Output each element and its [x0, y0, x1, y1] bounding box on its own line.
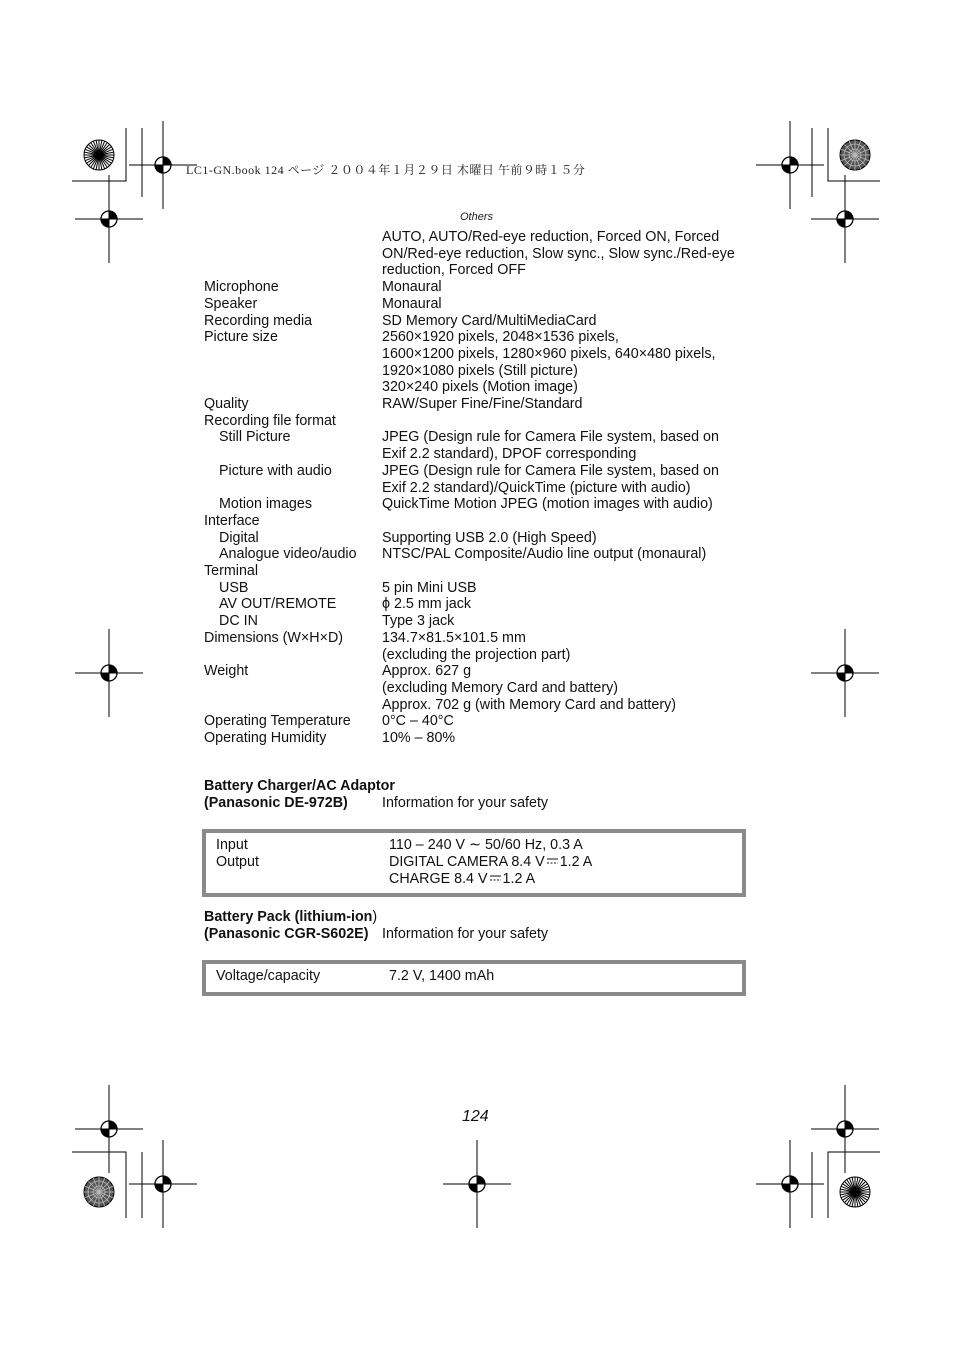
spec-value-line: Exif 2.2 standard)/QuickTime (picture with audio) [382, 479, 691, 496]
spec-value-line [382, 413, 764, 430]
spec-value-line: QuickTime Motion JPEG (motion images with audio) [382, 496, 713, 513]
spec-value [382, 396, 764, 413]
spec-label: Speaker [204, 295, 258, 312]
spec-label [204, 229, 382, 279]
charger-input-label: Input [216, 837, 248, 853]
spec-label: Weight [204, 663, 249, 680]
spec-value-line: JPEG (Design rule for Camera File system, based on [382, 429, 719, 446]
battery-safety-info: Information for your safety [382, 926, 549, 942]
page-number: 124 [462, 1108, 489, 1125]
spec-row [204, 463, 764, 496]
specifications-list [204, 229, 764, 747]
spec-row [204, 563, 764, 580]
spec-row [204, 596, 764, 613]
spec-value-line [382, 513, 764, 530]
charger-specs-box [202, 829, 746, 897]
spec-value-line: Approx. 627 g [382, 663, 472, 680]
spec-row [204, 730, 764, 747]
spec-value [382, 596, 764, 613]
spec-label: Motion images [219, 496, 312, 513]
spec-label: Microphone [204, 279, 279, 296]
spec-label: Operating Humidity [204, 730, 327, 747]
spec-label: Recording media [204, 312, 313, 329]
spec-value [382, 530, 764, 547]
spec-row [204, 413, 764, 430]
section-header: Others [460, 211, 494, 223]
spec-value [382, 563, 764, 580]
spec-row [204, 630, 764, 663]
spec-value [382, 229, 764, 279]
spec-value [382, 546, 764, 563]
spec-value-line: AUTO, AUTO/Red-eye reduction, Forced ON, Forced [382, 229, 720, 245]
spec-value-line: 10% – 80% [382, 730, 456, 747]
spec-label: DC IN [219, 613, 258, 630]
spec-label: AV OUT/REMOTE [219, 596, 337, 613]
spec-row [204, 396, 764, 413]
spec-row [204, 329, 764, 396]
spec-label: Terminal [204, 563, 259, 580]
spec-value [382, 713, 764, 730]
spec-value-line: ON/Red-eye reduction, Slow sync., Slow sync./Red-eye [382, 245, 735, 262]
spec-value-line: 0°C – 40°C [382, 713, 454, 730]
spec-value-line: reduction, Forced OFF [382, 262, 526, 279]
spec-label: Analogue video/audio [219, 546, 357, 563]
spec-row [204, 580, 764, 597]
spec-value [382, 663, 764, 713]
spec-value-line: 134.7×81.5×101.5 mm [382, 629, 526, 646]
spec-value-line: Monaural [382, 279, 442, 296]
spec-value-line: RAW/Super Fine/Fine/Standard [382, 396, 583, 413]
charger-output-value-camera: DIGITAL CAMERA 8.4 V 1.2 A [389, 854, 593, 870]
spec-value [382, 279, 764, 296]
spec-value [382, 580, 764, 597]
battery-heading [204, 909, 548, 943]
battery-voltage-label: Voltage/capacity [216, 968, 321, 984]
spec-label: Quality [204, 396, 249, 413]
spec-label: USB [219, 579, 249, 596]
spec-value-line [382, 563, 764, 580]
spec-value [382, 413, 764, 430]
spec-value-line: 320×240 pixels (Motion image) [382, 379, 578, 396]
spec-value [382, 463, 764, 496]
spec-value [382, 630, 764, 663]
spec-label: Operating Temperature [204, 713, 351, 730]
charger-output-label: Output [216, 854, 259, 870]
spec-row [204, 546, 764, 563]
charger-input-value: 110 – 240 V ∼ 50/60 Hz, 0.3 A [389, 837, 583, 853]
spec-value [382, 613, 764, 630]
charger-model: (Panasonic DE-972B) [204, 795, 348, 811]
spec-value-line: Supporting USB 2.0 (High Speed) [382, 529, 597, 546]
spec-value-line: ϕ 2.5 mm jack [382, 596, 472, 613]
spec-row [204, 663, 764, 713]
spec-row [204, 713, 764, 730]
spec-value [382, 513, 764, 530]
spec-row [204, 279, 764, 296]
spec-value-line: 1600×1200 pixels, 1280×960 pixels, 640×480 pixels, [382, 345, 716, 362]
spec-value-line: NTSC/PAL Composite/Audio line output (monaural) [382, 546, 707, 563]
spec-value-line: Exif 2.2 standard), DPOF corresponding [382, 446, 637, 463]
spec-row [204, 513, 764, 530]
spec-label: Digital [219, 529, 259, 546]
spec-value-line: 5 pin Mini USB [382, 579, 477, 596]
spec-row [204, 296, 764, 313]
spec-row [204, 429, 764, 462]
spec-value-line: (excluding the projection part) [382, 646, 571, 663]
spec-value-line: 2560×1920 pixels, 2048×1536 pixels, [382, 329, 619, 346]
battery-specs-box [202, 960, 746, 996]
spec-row [204, 496, 764, 513]
spec-value-line: JPEG (Design rule for Camera File system, based on [382, 462, 719, 479]
spec-value [382, 296, 764, 313]
spec-row [204, 313, 764, 330]
spec-value [382, 429, 764, 462]
battery-voltage-value: 7.2 V, 1400 mAh [389, 968, 495, 984]
charger-output-value-charge: CHARGE 8.4 V 1.2 A [389, 871, 536, 887]
charger-heading [204, 778, 548, 812]
spec-label: Still Picture [219, 429, 291, 446]
spec-row [204, 613, 764, 630]
charger-safety-info: Information for your safety [382, 795, 549, 811]
battery-title: Battery Pack (lithium-ion) [204, 909, 378, 925]
spec-value-line: Approx. 702 g (with Memory Card and battery) [382, 696, 677, 713]
battery-model: (Panasonic CGR-S602E) [204, 926, 369, 942]
spec-label: Picture with audio [219, 462, 332, 479]
spec-row [204, 530, 764, 547]
spec-value-line: (excluding Memory Card and battery) [382, 679, 618, 696]
spec-label: Picture size [204, 329, 278, 346]
dc-symbol-icon [490, 874, 501, 882]
spec-value [382, 329, 764, 396]
spec-value-line: Monaural [382, 295, 442, 312]
charger-title: Battery Charger/AC Adaptor [204, 778, 395, 794]
spec-value-line: 1920×1080 pixels (Still picture) [382, 362, 578, 379]
spec-value [382, 313, 764, 330]
spec-row [204, 229, 764, 279]
dc-symbol-icon [547, 857, 558, 865]
spec-label: Recording file format [204, 412, 336, 429]
spec-value-line: Type 3 jack [382, 613, 455, 630]
spec-label: Dimensions (W×H×D) [204, 629, 344, 646]
book-file-header: LC1-GN.book 124 ページ ２００４年１月２９日 木曜日 午前９時１５分 [186, 163, 586, 177]
spec-label: Interface [204, 512, 260, 529]
spec-value [382, 730, 764, 747]
spec-value-line: SD Memory Card/MultiMediaCard [382, 312, 597, 329]
spec-value [382, 496, 764, 513]
